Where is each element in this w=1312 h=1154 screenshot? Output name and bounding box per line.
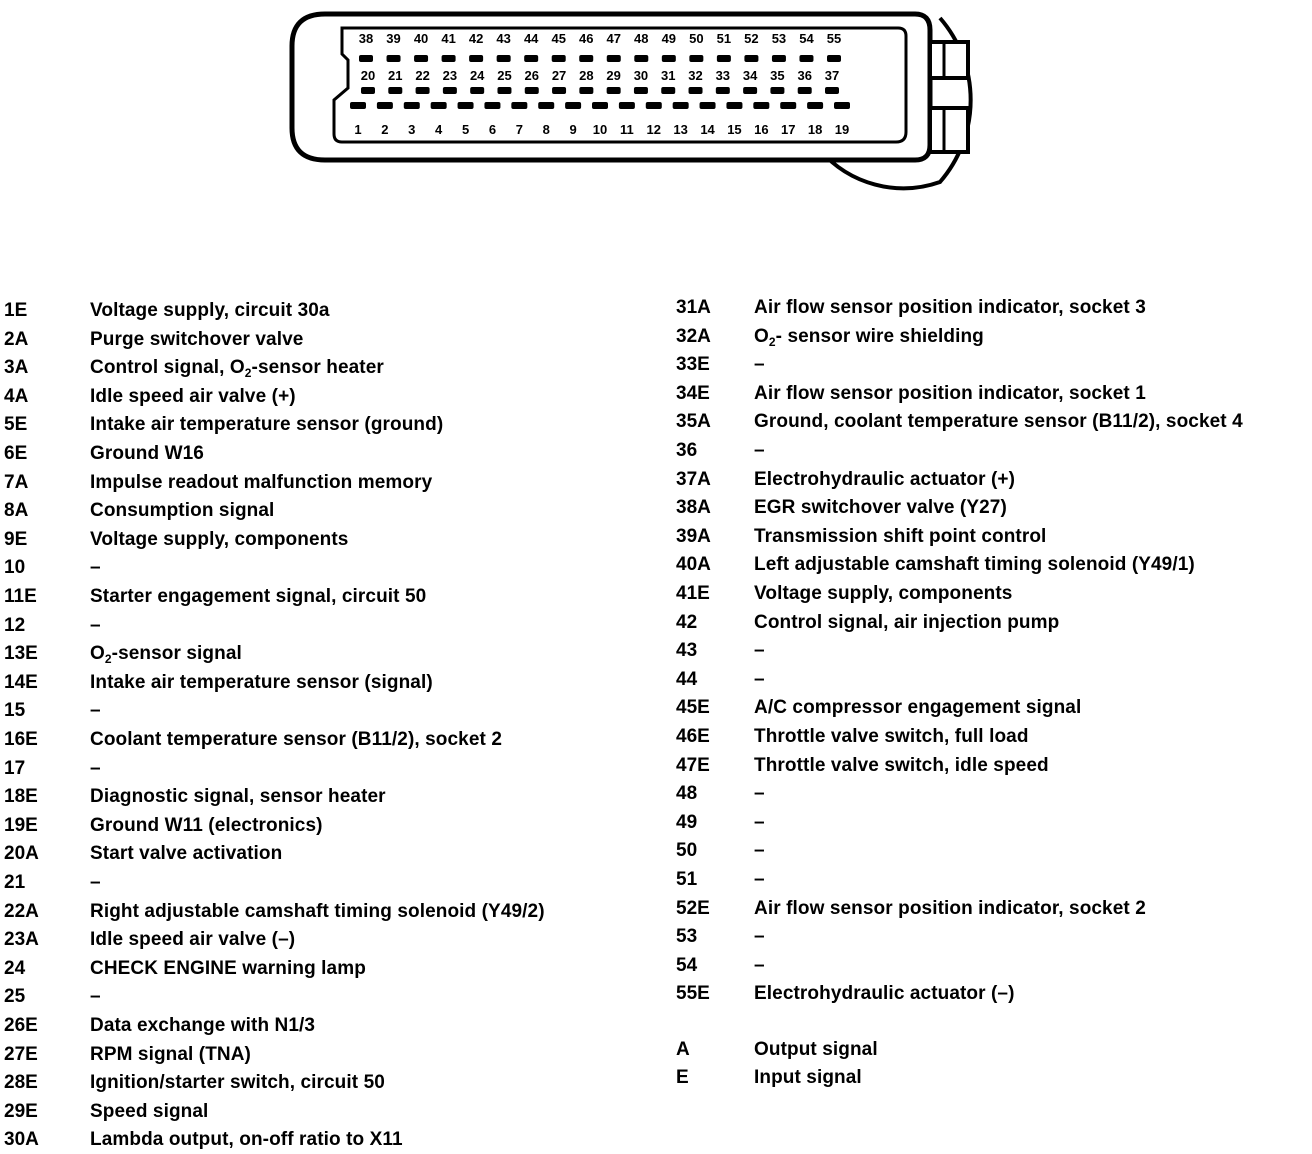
pin-description: – xyxy=(754,640,765,662)
pin-label-1: 1 xyxy=(354,122,362,137)
pin-id: 48 xyxy=(676,783,698,805)
pin-hole-13 xyxy=(673,102,689,109)
pin-id: 5E xyxy=(4,414,28,436)
pin-label-31: 31 xyxy=(661,68,676,83)
pin-label-27: 27 xyxy=(551,68,567,83)
pin-label-45: 45 xyxy=(551,31,566,46)
pin-description: EGR switchover valve (Y27) xyxy=(754,497,1007,519)
pin-hole-23 xyxy=(443,87,457,94)
pin-description: Idle speed air valve (+) xyxy=(90,385,296,407)
pin-id: 8A xyxy=(4,500,29,522)
pin-id: 22A xyxy=(4,900,39,922)
pin-hole-15 xyxy=(726,102,742,109)
pin-description: Ground W16 xyxy=(90,443,204,464)
pin-id: 23A xyxy=(4,929,39,951)
pin-id: 53 xyxy=(676,926,698,948)
pin-label-40: 40 xyxy=(413,31,429,46)
pin-hole-55 xyxy=(827,55,841,62)
pin-description: Purge switchover valve xyxy=(90,328,304,350)
pin-hole-18 xyxy=(807,102,823,109)
pin-hole-10 xyxy=(592,102,608,109)
pin-label-4: 4 xyxy=(435,122,443,137)
pin-id: 50 xyxy=(676,840,698,862)
pin-id: 42 xyxy=(676,611,698,633)
pin-label-15: 15 xyxy=(727,122,742,137)
pin-hole-52 xyxy=(744,55,758,62)
pin-label-26: 26 xyxy=(524,68,539,83)
pin-description: Idle speed air valve (–) xyxy=(90,929,296,951)
pin-id: 13E xyxy=(4,643,38,665)
pin-description: Electrohydraulic actuator (–) xyxy=(754,983,1015,1005)
pin-hole-5 xyxy=(458,102,474,109)
pin-hole-14 xyxy=(700,102,716,109)
pin-id: 1E xyxy=(4,300,28,321)
pin-hole-29 xyxy=(607,87,621,94)
pin-description: Intake air temperature sensor (signal) xyxy=(90,671,433,693)
pin-description: – xyxy=(754,783,765,805)
pin-hole-21 xyxy=(388,87,402,94)
pin-hole-49 xyxy=(662,55,676,62)
pin-hole-8 xyxy=(538,102,554,109)
pin-description-part: O xyxy=(754,325,769,347)
pin-description: Voltage supply, components xyxy=(90,528,349,550)
pin-id: 33E xyxy=(676,354,710,376)
pin-id: 18E xyxy=(4,786,38,808)
pin-hole-7 xyxy=(511,102,527,109)
pin-id: 44 xyxy=(676,668,698,690)
pin-label-50: 50 xyxy=(689,31,704,46)
pin-id: 38A xyxy=(676,497,711,519)
pin-id: E xyxy=(676,1067,689,1088)
pin-id: 26E xyxy=(4,1015,38,1036)
pin-id: 31A xyxy=(676,297,711,318)
pin-id: 34E xyxy=(676,382,710,404)
pin-id: 24 xyxy=(4,957,26,979)
pin-description: Ignition/starter switch, circuit 50 xyxy=(90,1072,385,1094)
pin-hole-16 xyxy=(753,102,769,109)
pin-label-24: 24 xyxy=(469,68,485,83)
pin-id: 35A xyxy=(676,411,711,433)
pin-description-part: O xyxy=(90,643,105,665)
pin-hole-46 xyxy=(579,55,593,62)
pin-label-11: 11 xyxy=(620,122,634,137)
pin-label-13: 13 xyxy=(673,122,688,137)
pin-description xyxy=(754,326,984,349)
pin-description: Input signal xyxy=(754,1067,862,1088)
pin-hole-45 xyxy=(552,55,566,62)
pin-label-22: 22 xyxy=(415,68,430,83)
pin-id: 7A xyxy=(4,471,29,493)
pin-hole-33 xyxy=(716,87,730,94)
pin-description-part: - sensor wire shielding xyxy=(775,325,984,347)
pin-label-49: 49 xyxy=(661,31,677,46)
pin-id: 27E xyxy=(4,1043,38,1065)
pin-description: Start valve activation xyxy=(90,843,283,865)
pin-description: Data exchange with N1/3 xyxy=(90,1015,316,1036)
pin-description: Consumption signal xyxy=(90,500,275,522)
pin-description: Right adjustable camshaft timing solenoid (Y49/2) xyxy=(90,900,545,922)
pin-hole-19 xyxy=(834,102,850,109)
pin-label-51: 51 xyxy=(716,31,732,46)
pin-hole-31 xyxy=(661,87,675,94)
pin-id: 4A xyxy=(4,385,29,407)
pin-description-subscript: 2 xyxy=(768,334,776,349)
pin-hole-27 xyxy=(552,87,566,94)
pin-id: 19E xyxy=(4,814,38,836)
connector-latch-bottom xyxy=(930,108,968,152)
pin-description: Left adjustable camshaft timing solenoid (Y49/1) xyxy=(754,554,1195,576)
pin-label-34: 34 xyxy=(742,68,758,83)
pin-hole-39 xyxy=(387,55,401,62)
pin-id: 52E xyxy=(676,897,710,919)
pin-description: A/C compressor engagement signal xyxy=(754,697,1082,719)
pin-hole-4 xyxy=(431,102,447,109)
pin-description: – xyxy=(754,440,765,461)
pin-label-8: 8 xyxy=(542,122,550,137)
pin-hole-6 xyxy=(484,102,500,109)
pin-description: Ground W11 (electronics) xyxy=(90,814,323,836)
pin-hole-53 xyxy=(772,55,786,62)
pin-id: 43 xyxy=(676,640,698,662)
pin-label-29: 29 xyxy=(606,68,621,83)
pin-description: Air flow sensor position indicator, socket 2 xyxy=(754,897,1146,919)
pin-description: – xyxy=(754,840,765,862)
pin-id: 25 xyxy=(4,986,26,1008)
pin-hole-17 xyxy=(780,102,796,109)
pin-label-52: 52 xyxy=(744,31,759,46)
pin-hole-11 xyxy=(619,102,635,109)
pin-id: 55E xyxy=(676,983,710,1005)
pin-description: – xyxy=(90,986,101,1008)
pin-hole-9 xyxy=(565,102,581,109)
pin-description: – xyxy=(90,700,101,722)
pin-id: 37A xyxy=(676,468,711,490)
pin-label-17: 17 xyxy=(780,122,796,137)
pin-description-part: -sensor heater xyxy=(251,357,384,379)
pin-label-6: 6 xyxy=(488,122,497,137)
pin-description: Starter engagement signal, circuit 50 xyxy=(90,586,427,607)
pin-id: 2A xyxy=(4,328,29,350)
pin-hole-2 xyxy=(377,102,393,109)
pin-id: 49 xyxy=(676,811,698,833)
pin-id: 28E xyxy=(4,1072,38,1094)
pin-label-14: 14 xyxy=(700,122,715,137)
pin-description: Throttle valve switch, idle speed xyxy=(754,754,1049,776)
pin-id: 46E xyxy=(676,726,710,747)
pin-label-20: 20 xyxy=(360,68,376,83)
pin-label-35: 35 xyxy=(770,68,785,83)
pin-hole-26 xyxy=(525,87,539,94)
pin-description: – xyxy=(754,954,765,976)
pin-id: 11E xyxy=(4,586,37,607)
pin-label-32: 32 xyxy=(688,68,703,83)
pin-description: Air flow sensor position indicator, socket 1 xyxy=(754,382,1146,404)
pin-label-21: 21 xyxy=(388,68,403,83)
connector-diagram xyxy=(0,0,1312,200)
pin-id: 32A xyxy=(676,325,711,347)
pin-id: 15 xyxy=(4,700,26,722)
pin-label-25: 25 xyxy=(497,68,512,83)
pin-label-16: 16 xyxy=(754,122,769,137)
pin-label-28: 28 xyxy=(579,68,594,83)
pin-id: 30A xyxy=(4,1129,39,1151)
pin-id: 17 xyxy=(4,757,26,779)
pin-hole-50 xyxy=(689,55,703,62)
pin-hole-28 xyxy=(579,87,593,94)
pin-description: – xyxy=(754,811,765,833)
pin-description xyxy=(90,357,384,380)
pin-id: 3A xyxy=(4,357,29,379)
pin-hole-20 xyxy=(361,87,375,94)
pin-id: 36 xyxy=(676,440,698,461)
pin-description: Control signal, air injection pump xyxy=(754,611,1060,633)
pin-label-5: 5 xyxy=(461,122,470,137)
connector-latch-top xyxy=(930,42,968,78)
pin-description-part: Control signal, O xyxy=(90,357,245,379)
pin-hole-44 xyxy=(524,55,538,62)
pin-description: Ground, coolant temperature sensor (B11/2), socket 4 xyxy=(754,411,1243,433)
pin-hole-1 xyxy=(350,102,366,109)
pin-label-7: 7 xyxy=(515,122,523,137)
pin-description: – xyxy=(90,757,101,779)
pin-id: 47E xyxy=(676,754,710,776)
pin-id: 29E xyxy=(4,1100,38,1122)
pin-label-19: 19 xyxy=(834,122,850,137)
pin-hole-54 xyxy=(799,55,813,62)
pin-label-30: 30 xyxy=(633,68,649,83)
pin-description: – xyxy=(90,614,101,636)
pin-label-12: 12 xyxy=(646,122,662,137)
pin-description xyxy=(90,643,242,666)
pin-label-46: 46 xyxy=(579,31,594,46)
pin-id: 10 xyxy=(4,557,26,579)
pin-label-23: 23 xyxy=(442,68,458,83)
pin-label-18: 18 xyxy=(807,122,823,137)
pin-hole-51 xyxy=(717,55,731,62)
pin-label-10: 10 xyxy=(592,122,608,137)
pin-description-subscript: 2 xyxy=(244,366,252,381)
pin-id: 54 xyxy=(676,954,698,976)
pin-description: Throttle valve switch, full load xyxy=(754,726,1029,747)
pin-label-41: 41 xyxy=(441,31,456,46)
pin-description: Intake air temperature sensor (ground) xyxy=(90,414,444,436)
pin-id: 39A xyxy=(676,525,711,547)
pin-hole-30 xyxy=(634,87,648,94)
pin-label-44: 44 xyxy=(523,31,539,46)
pin-hole-43 xyxy=(497,55,511,62)
pin-id: 21 xyxy=(4,872,26,893)
pin-label-47: 47 xyxy=(606,31,621,46)
pin-label-3: 3 xyxy=(408,122,416,137)
pin-description: – xyxy=(90,872,101,893)
pin-description: – xyxy=(90,557,101,579)
pin-description: Diagnostic signal, sensor heater xyxy=(90,786,386,808)
pin-description: Transmission shift point control xyxy=(754,525,1047,547)
pin-description: Lambda output, on-off ratio to X11 xyxy=(90,1129,403,1151)
pin-label-37: 37 xyxy=(824,68,840,83)
pin-description: Output signal xyxy=(754,1039,878,1060)
pin-description: Electrohydraulic actuator (+) xyxy=(754,468,1016,490)
pin-description: Speed signal xyxy=(90,1100,209,1122)
pin-hole-40 xyxy=(414,55,428,62)
pin-label-48: 48 xyxy=(634,31,649,46)
pin-hole-37 xyxy=(825,87,839,94)
pin-id: 41E xyxy=(676,583,710,604)
pin-description: – xyxy=(754,354,765,376)
pin-hole-36 xyxy=(798,87,812,94)
pin-description: – xyxy=(754,926,765,948)
pin-label-9: 9 xyxy=(569,122,577,137)
pin-id: 12 xyxy=(4,614,26,636)
pin-description-part: -sensor signal xyxy=(111,643,242,665)
pin-label-54: 54 xyxy=(799,31,814,46)
pin-description: Coolant temperature sensor (B11/2), socket 2 xyxy=(90,729,502,750)
pin-id: 45E xyxy=(676,697,710,719)
pin-hole-47 xyxy=(607,55,621,62)
pin-description: Air flow sensor position indicator, socket 3 xyxy=(754,297,1146,318)
pin-id: 16E xyxy=(4,729,38,750)
pin-hole-22 xyxy=(416,87,430,94)
pin-label-43: 43 xyxy=(496,31,511,46)
pin-id: 14E xyxy=(4,671,38,693)
pin-id: 20A xyxy=(4,843,39,865)
pin-label-42: 42 xyxy=(468,31,484,46)
pin-description: – xyxy=(754,869,765,890)
pin-hole-34 xyxy=(743,87,757,94)
pin-description: Impulse readout malfunction memory xyxy=(90,471,433,493)
pin-id: 6E xyxy=(4,443,28,464)
pin-description: – xyxy=(754,668,765,690)
pin-id: 9E xyxy=(4,528,28,550)
pin-description: Voltage supply, components xyxy=(754,583,1013,604)
pin-id: A xyxy=(676,1039,690,1060)
pin-id: 40A xyxy=(676,554,711,576)
pin-hole-41 xyxy=(442,55,456,62)
pin-label-33: 33 xyxy=(715,68,731,83)
pin-description: Voltage supply, circuit 30a xyxy=(90,300,330,321)
pin-label-53: 53 xyxy=(771,31,787,46)
pin-label-39: 39 xyxy=(386,31,401,46)
pin-hole-3 xyxy=(404,102,420,109)
pin-description: RPM signal (TNA) xyxy=(90,1043,251,1065)
pin-hole-38 xyxy=(359,55,373,62)
pin-label-36: 36 xyxy=(797,68,812,83)
pin-description: CHECK ENGINE warning lamp xyxy=(90,957,366,979)
pin-hole-42 xyxy=(469,55,483,62)
pin-hole-25 xyxy=(497,87,511,94)
pin-hole-35 xyxy=(770,87,784,94)
pin-label-55: 55 xyxy=(826,31,842,46)
pin-hole-12 xyxy=(646,102,662,109)
pin-label-38: 38 xyxy=(358,31,374,46)
pin-description-subscript: 2 xyxy=(104,652,112,667)
pin-label-2: 2 xyxy=(381,122,389,137)
pin-hole-24 xyxy=(470,87,484,94)
pin-id: 51 xyxy=(676,869,698,890)
pin-hole-48 xyxy=(634,55,648,62)
pin-hole-32 xyxy=(689,87,703,94)
